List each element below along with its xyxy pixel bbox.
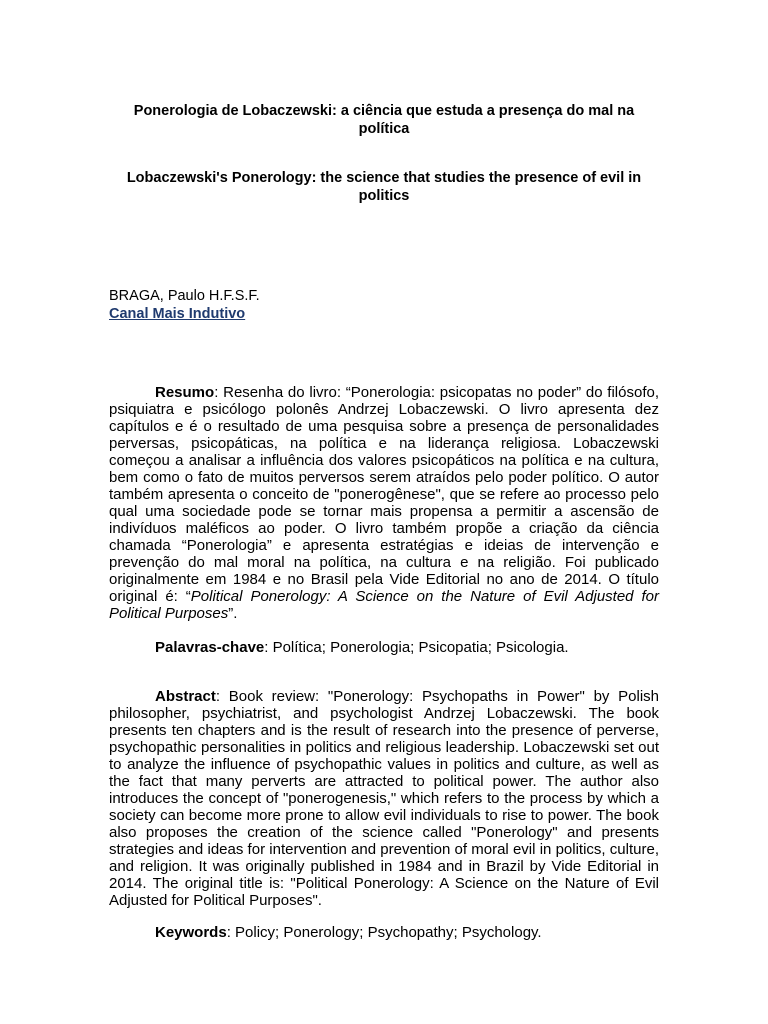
resumo-text: : Resenha do livro: “Ponerologia: psicopatas no poder” do filósofo, psiquiatra e psicólogo polonês Andrzej Lobaczewski. O livro apresenta dez capítulos e é o resultado de uma pesquisa sobre a presença de personalidades perversas, psicopáticas, na política e na liderança religiosa. Lobaczewski começou a analisar a influência dos valores psicopáticos na política e na cultura, bem como o fato de muitos perversos serem atraídos pelo poder político. O autor também apresenta o conceito de "ponerogênese", que se refere ao processo pelo qual uma sociedade pode se tornar mais propensa a permitir a ascensão de indivíduos maléficos ao poder. O livro também propõe a criação da ciência chamada “Ponerologia” e apresenta estratégias e ideias de intervenção e prevenção do mal moral na política, na cultura e na religião. Foi publicado originalmente em 1984 e no Brasil pela Vide Editorial no ano de 2014. O título original é: “	[109, 384, 659, 605]
keywords-label: Keywords	[155, 924, 227, 941]
channel-link[interactable]: Canal Mais Indutivo	[109, 306, 246, 322]
resumo-label: Resumo	[155, 384, 215, 401]
author-name: BRAGA, Paulo H.F.S.F.	[109, 288, 260, 304]
title-portuguese: Ponerologia de Lobaczewski: a ciência que estuda a presença do mal na política	[133, 103, 635, 137]
resumo-text-end: ”.	[228, 605, 238, 622]
keywords-line	[109, 924, 659, 941]
keywords-text: : Policy; Ponerology; Psychopathy; Psychology.	[226, 924, 542, 941]
resumo-original-title: Political Ponerology: A Science on the Nature of Evil Adjusted for Political Purposes	[109, 588, 659, 622]
palavras-chave-label: Palavras-chave	[155, 639, 265, 656]
palavras-chave-text: : Política; Ponerologia; Psicopatia; Psicologia.	[264, 639, 569, 656]
title-english: Lobaczewski's Ponerology: the science that studies the presence of evil in politics	[126, 170, 642, 204]
abstract-text: : Book review: "Ponerology: Psychopaths in Power" by Polish philosopher, psychiatrist, and psychologist Andrzej Lobaczewski. The book presents ten chapters and is the result of research into the presence of perverse, psychopathic personalities in politics and religious leadership. Lobaczewski set out to analyze the influence of psychopathic values in politics and culture, as well as the fact that many perverts are attracted to political power. The author also introduces the concept of "ponerogenesis," which refers to the process by which a society can become more prone to allow evil individuals to rise to power. The book also proposes the creation of the science called "Ponerology" and presents strategies and ideas for intervention and prevention of moral evil in politics, culture, and religion. It was originally published in 1984 and in Brazil by Vide Editorial in 2014. The original title is: "Political Ponerology: A Science on the Nature of Evil Adjusted for Political Purposes".	[109, 688, 659, 909]
author-block	[109, 287, 260, 323]
abstract-paragraph	[109, 688, 659, 909]
abstract-label: Abstract	[155, 688, 216, 705]
palavras-chave-line	[109, 639, 659, 656]
resumo-paragraph	[109, 384, 659, 622]
